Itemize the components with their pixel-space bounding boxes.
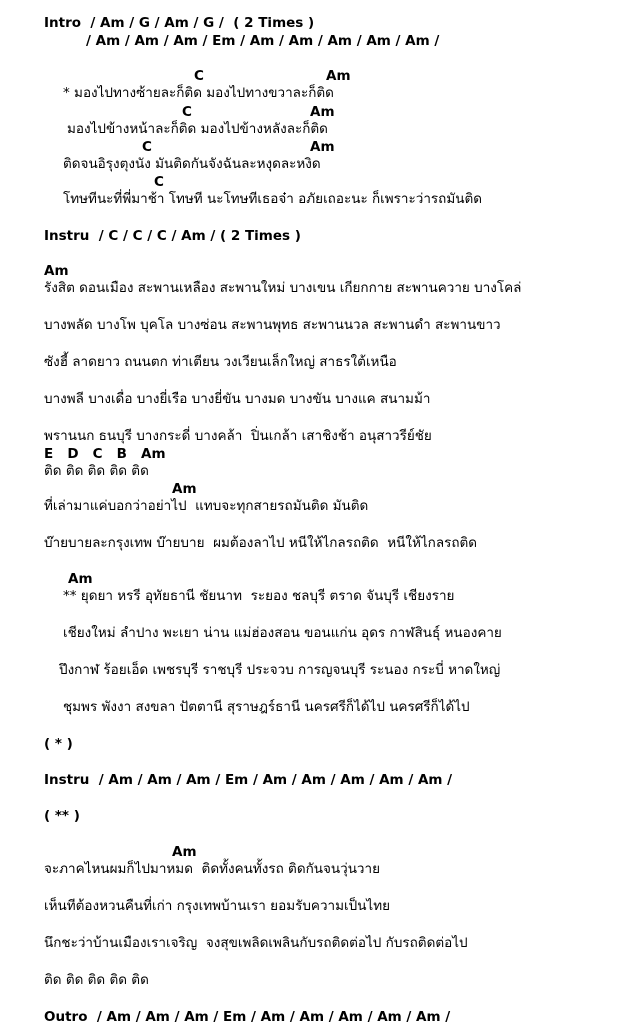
chord-label: Am bbox=[44, 263, 69, 279]
intro-progression-line: / Am / Am / Am / Em / Am / Am / Am / Am / Am / bbox=[86, 33, 440, 49]
chord-label: C bbox=[194, 68, 204, 84]
lyric-line: มองไปข้างหน้าละก็ติด มองไปข้างหลังละก็ติด bbox=[67, 121, 328, 137]
lyric-line: บางพลี บางเดื่อ บางยี่เรือ บางยี่ขัน บางมด บางขัน บางแค สนามม้า bbox=[44, 391, 431, 407]
lyric-line: ติด ติด ติด ติด ติด bbox=[44, 463, 149, 479]
lyric-line: ชุมพร พังงา สงขลา ปัตตานี สุราษฎร์ธานี นครศรีก็ได้ไป นครศรีก็ได้ไป bbox=[63, 699, 470, 715]
lyric-line: ปึงกาฬ ร้อยเอ็ด เพชรบุรี ราชบุรี ประจวบ การญจนบุรี ระนอง กระบี่ หาดใหญ่ bbox=[59, 662, 501, 678]
intro-line: Intro / Am / G / Am / G / ( 2 Times ) bbox=[44, 15, 315, 31]
chord-progression: E D C B Am bbox=[44, 446, 166, 462]
chord-label: Am bbox=[310, 139, 335, 155]
repeat-marker: ( * ) bbox=[44, 736, 73, 752]
chord-label: Am bbox=[310, 104, 335, 120]
chord-label: Am bbox=[68, 571, 93, 587]
lyric-line: บ๊ายบายละกรุงเทพ บ๊ายบาย ผมต้องลาไป หนีให้ไกลรถติด หนีให้ไกลรถติด bbox=[44, 535, 478, 551]
instru-line: Instru / C / C / C / Am / ( 2 Times ) bbox=[44, 228, 301, 244]
chord-label: Am bbox=[326, 68, 351, 84]
lyric-line: ซังฮี้ ลาดยาว ถนนตก ท่าเตียน วงเวียนเล็กใหญ่ สาธรใต้เหนือ bbox=[44, 354, 397, 370]
lyric-line: ที่เล่ามาแค่บอกว่าอย่าไป แทบจะทุกสายรถมันติด มันติด bbox=[44, 498, 369, 514]
lyric-line: จะภาคไหนผมก็ไปมาหมด ติดทั้งคนทั้งรถ ติดกันจนวุ่นวาย bbox=[44, 861, 381, 877]
chord-label: C bbox=[182, 104, 192, 120]
chord-label: C bbox=[142, 139, 152, 155]
lyric-line: โทษทีนะที่พี่มาช้า โทษที นะโทษทีเธอจ๋า อภัยเถอะนะ ก็เพราะว่ารถมันติด bbox=[63, 191, 483, 207]
chord-label: C bbox=[154, 174, 164, 190]
chord-label: Am bbox=[172, 481, 197, 497]
lyric-line: เชียงใหม่ ลำปาง พะเยา น่าน แม่ฮ่องสอน ขอนแก่น อุดร กาฬสินธุ์ หนองคาย bbox=[63, 625, 502, 641]
lyric-line: ติด ติด ติด ติด ติด bbox=[44, 972, 149, 988]
lyric-line: ** ยุดยา หรรี อุทัยธานี ชัยนาท ระยอง ชลบุรี ตราด จันบุรี เชียงราย bbox=[63, 588, 455, 604]
chord-label: Am bbox=[172, 844, 197, 860]
outro-line: Outro / Am / Am / Am / Em / Am / Am / Am / Am / Am / bbox=[44, 1009, 451, 1025]
instru-line: Instru / Am / Am / Am / Em / Am / Am / Am / Am / Am / bbox=[44, 772, 453, 788]
lyric-line: ติดจนอิรุงตุงนัง มันติดกันจังฉันละหงุดละหงิด bbox=[63, 156, 321, 172]
lyric-line: พรานนก ธนบุรี บางกระดี่ บางคล้า ปิ่นเกล้า เสาชิงช้า อนุสาวรีย์ชัย bbox=[44, 428, 432, 444]
repeat-marker: ( ** ) bbox=[44, 808, 80, 824]
lyric-line: เห็นทีต้องหวนคืนที่เก่า กรุงเทพบ้านเรา ยอมรับความเป็นไทย bbox=[44, 898, 391, 914]
lyric-line: * มองไปทางซ้ายละก็ติด มองไปทางขวาละก็ติด bbox=[63, 85, 334, 101]
lyric-line: บางพลัด บางโพ บุคโล บางซ่อน สะพานพุทธ สะพานนวล สะพานดำ สะพานขาว bbox=[44, 317, 501, 333]
lyric-line: นึกชะว่าบ้านเมืองเราเจริญ จงสุขเพลิดเพลินกับรถติดต่อไป กับรถติดต่อไป bbox=[44, 935, 468, 951]
lyric-line: รังสิต ดอนเมือง สะพานเหลือง สะพานใหม่ บางเขน เกียกกาย สะพานควาย บางโคล่ bbox=[44, 280, 522, 296]
